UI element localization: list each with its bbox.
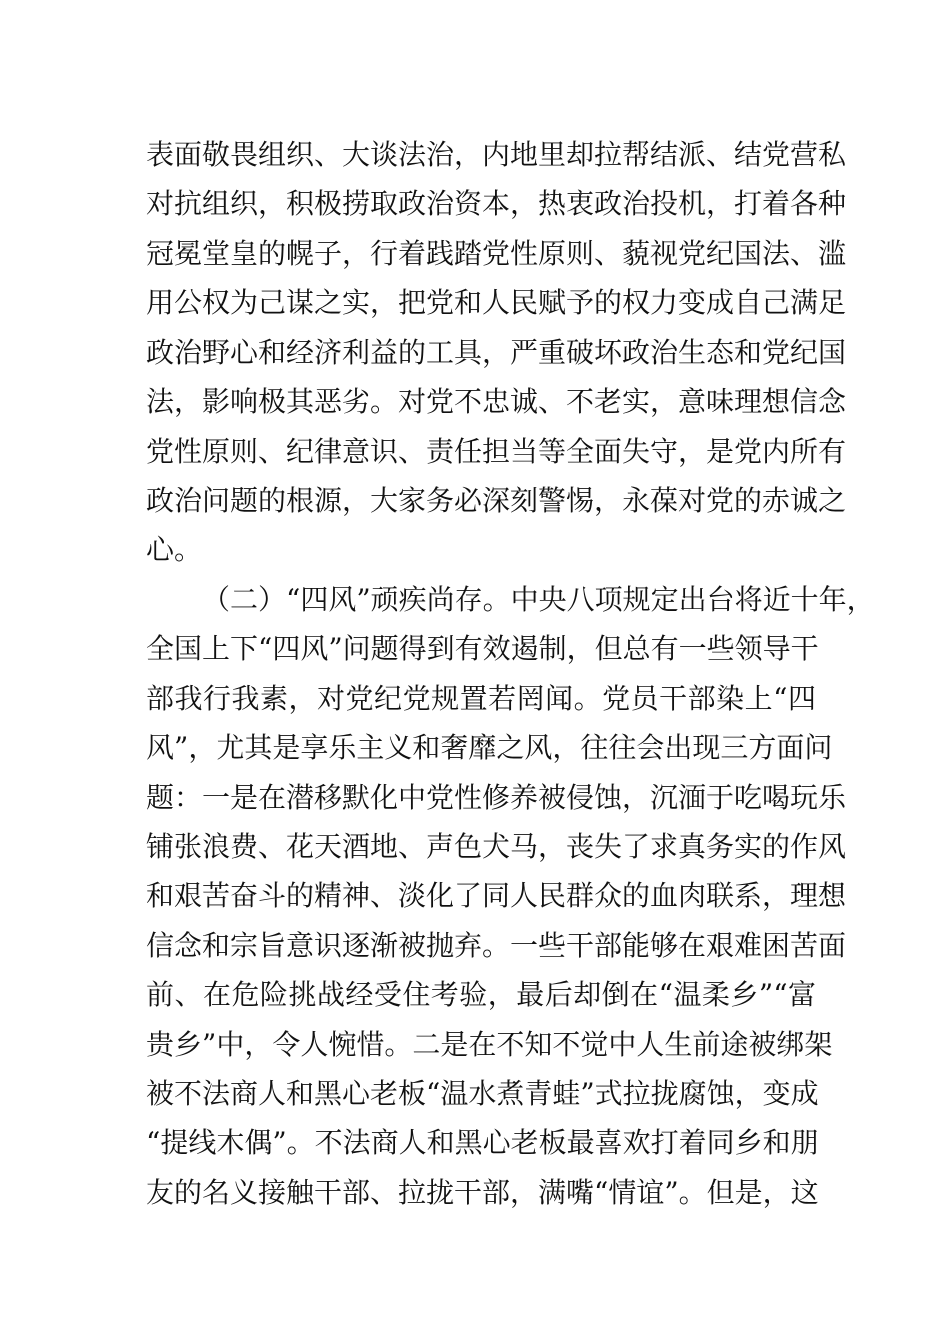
body-text-line: 铺张浪费、花天酒地、声色犬马，丧失了求真务实的作风 <box>146 830 847 863</box>
body-text-line: 用公权为己谋之实，把党和人民赋予的权力变成自己满足 <box>146 286 847 319</box>
body-text-line: 和艰苦奋斗的精神、淡化了同人民群众的血肉联系，理想 <box>146 879 847 912</box>
body-text-line: 前、在危险挑战经受住考验，最后却倒在“温柔乡”“富 <box>146 978 816 1011</box>
body-text-line: 政治问题的根源，大家务必深刻警惕，永葆对党的赤诚之 <box>146 484 847 517</box>
body-text-line: 法，影响极其恶劣。对党不忠诚、不老实，意味理想信念 <box>146 385 847 418</box>
body-text-line: 友的名义接触干部、拉拢干部，满嘴“情谊”。但是，这 <box>146 1176 819 1209</box>
body-text-line: 党性原则、纪律意识、责任担当等全面失守，是党内所有 <box>146 435 847 468</box>
body-text-line: 部我行我素，对党纪党规置若罔闻。党员干部染上“四 <box>146 682 816 715</box>
section-heading-line: （二）“四风”顽疾尚存。中央八项规定出台将近十年， <box>202 583 875 616</box>
body-text-line: 心。 <box>146 533 203 566</box>
body-text-line: 冠冕堂皇的幌子，行着践踏党性原则、藐视党纪国法、滥 <box>146 237 847 270</box>
body-text-line: 全国上下“四风”问题得到有效遏制，但总有一些领导干 <box>146 632 819 665</box>
body-text-line: “提线木偶”。不法商人和黑心老板最喜欢打着同乡和朋 <box>146 1126 819 1159</box>
body-text-line: 表面敬畏组织、大谈法治，内地里却拉帮结派、结党营私 <box>146 138 847 171</box>
body-text-line: 政治野心和经济利益的工具，严重破坏政治生态和党纪国 <box>146 336 847 369</box>
body-text-line: 对抗组织，积极捞取政治资本，热衷政治投机，打着各种 <box>146 187 847 220</box>
body-text-line: 题：一是在潜移默化中党性修养被侵蚀，沉湎于吃喝玩乐 <box>146 781 847 814</box>
body-text-line: 信念和宗旨意识逐渐被抛弃。一些干部能够在艰难困苦面 <box>146 929 847 962</box>
body-text-line: 贵乡”中，令人惋惜。二是在不知不觉中人生前途被绑架 <box>146 1028 833 1061</box>
body-text-line: 被不法商人和黑心老板“温水煮青蛙”式拉拢腐蚀，变成 <box>146 1077 819 1110</box>
body-text-line: 风”，尤其是享乐主义和奢靡之风，往往会出现三方面问 <box>146 731 833 764</box>
